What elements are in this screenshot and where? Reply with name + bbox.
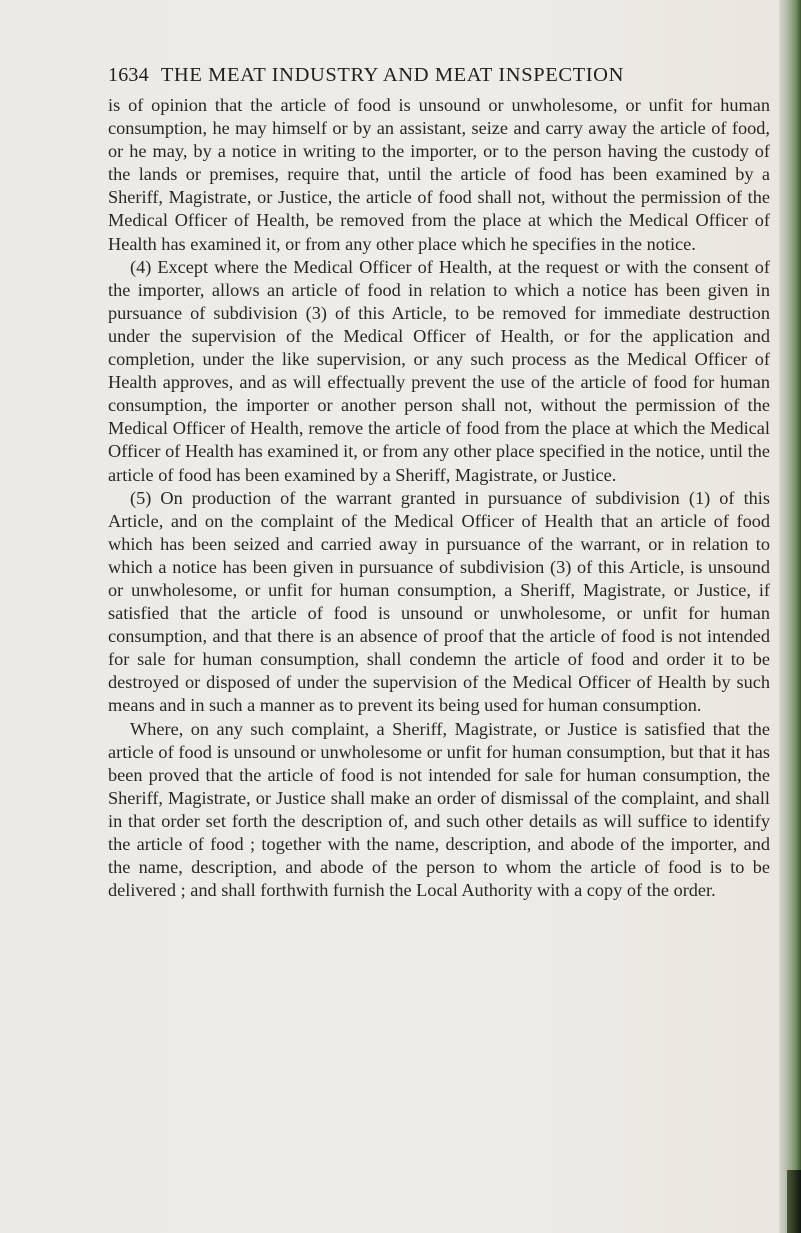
paragraph-subdivision-5: (5) On production of the warrant granted in pursuance of subdivision (1) of this Article, and on the complaint of the Medical Officer of Health that an article of food which has been seized and carried away in pursuance of the warrant, or in relation to which a notice has been given in pursuance of subdivision (3) of this Article, is unsound or unwholesome, or unfit for human consumption, a Sheriff, Magistrate, or Justice, if satisfied that the article of food is unsound or unwholesome, or unfit for human consumption, and that there is an absence of proof that the article of food is not intended for sale for human consumption, shall condemn the article of food and order it to be destroyed or disposed of under the supervision of the Medical Officer of Health by such means and in such a manner as to prevent its being used for human consumption.: [108, 487, 770, 716]
page-corner-shadow: [787, 1170, 801, 1233]
body-text: [108, 94, 770, 902]
page-header: [108, 64, 768, 94]
page-number: 1634: [108, 64, 149, 86]
paragraph-dismissal: Where, on any such complaint, a Sheriff, Magistrate, or Justice is satisfied that the article of food is unsound or unwholesome or unfit for human consumption, but that it has been proved that the article of food is not intended for sale for human consumption, the Sheriff, Magistrate, or Justice shall make an order of dismissal of the complaint, and shall in that order set forth the description of, and such other details as will suffice to identify the article of food ; together with the name, description, and abode of the importer, and the name, description, and abode of the person to whom the article of food is to be delivered ; and shall forthwith furnish the Local Authority with a copy of the order.: [108, 718, 770, 901]
page-edge-shadow: [779, 0, 801, 1233]
running-head: THE MEAT INDUSTRY AND MEAT INSPECTION: [160, 64, 624, 86]
paragraph-continuation: is of opinion that the article of food is unsound or unwholesome, or unfit for human consumption, he may himself or by an assistant, seize and carry away the article of food, or he may, by a notice in writing to the importer, or to the person having the custody of the lands or premises, require that, until the article of food has been examined by a Sheriff, Magistrate, or Justice, the article of food shall not, without the permission of the Medical Officer of Health, be removed from the place at which the Medical Officer of Health has examined it, or from any other place which he specifies in the notice.: [108, 95, 770, 254]
paragraph-subdivision-4: (4) Except where the Medical Officer of Health, at the request or with the consent of the importer, allows an article of food in relation to which a notice has been given in pursuance of subdivision (3) of this Article, to be removed for immediate destruction under the supervision of the Medical Officer of Health, or for the application and completion, under the like supervision, or any such process as the Medical Officer of Health approves, and as will effectually prevent the use of the article of food for human consumption, the importer or another person shall not, without the permission of the Medical Officer of Health, remove the article of food from the place at which the Medical Officer of Health has examined it, or from any other place specified in the notice, until the article of food has been examined by a Sheriff, Magistrate, or Justice.: [108, 256, 770, 485]
